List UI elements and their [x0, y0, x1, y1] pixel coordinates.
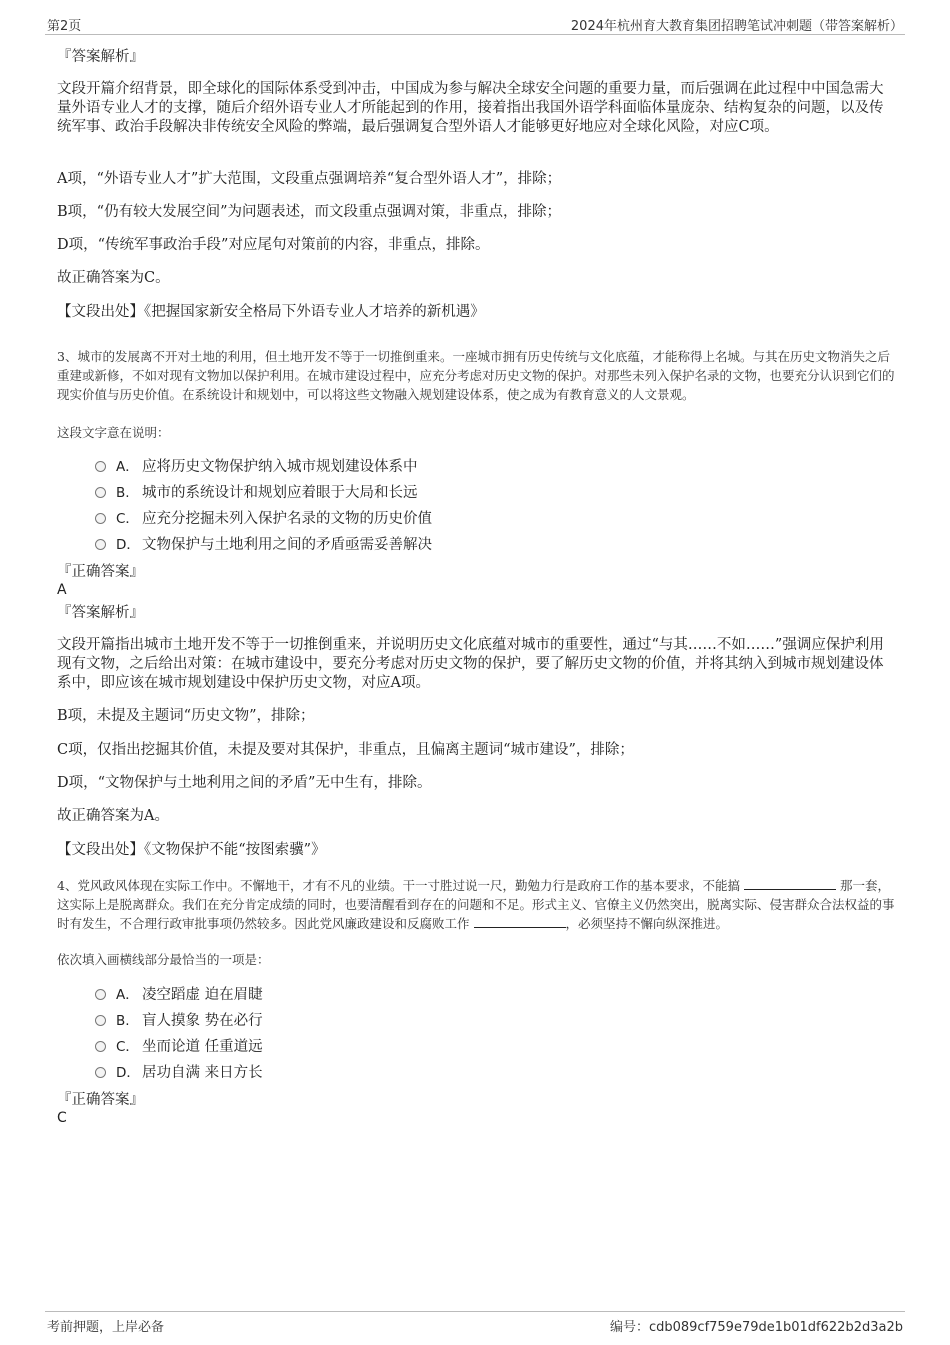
correct-answer-label: 『正确答案』: [57, 564, 144, 580]
option-a[interactable]: A． 应将历史文物保护纳入城市规划建设体系中: [95, 457, 418, 477]
radio-icon[interactable]: [95, 539, 106, 550]
option-d[interactable]: D． 文物保护与土地利用之间的矛盾亟需妥善解决: [95, 535, 432, 555]
correct-answer-label: 『正确答案』: [57, 1092, 144, 1108]
footer-slogan: 考前押题，上岸必备: [47, 1320, 165, 1335]
fill-blank-1: [744, 877, 836, 890]
radio-icon[interactable]: [95, 989, 106, 1000]
option-b[interactable]: B. 盲人摸象 势在必行: [95, 1011, 263, 1031]
question-stem: 3、城市的发展离不开对土地的利用，但土地开发不等于一切推倒重来。一座城市拥有历史传统与文化底蕴，才能称得上名城。与其在历史文物消失之后重建或新修，不如对现有文物加以保护利用。在城市建设过程中，应充分考虑对历史文物的保护。对那些未列入保护名录的文物，也要充分认识到它们的现实价值与历史价值。在系统设计和规划中，可以将这些文物融入规划建设体系，使之成为有教育意义的人文景观。: [57, 349, 895, 402]
option-note-a: A项，“外语专业人才”扩大范围，文段重点强调培养“复合型外语人才”，排除；: [57, 171, 562, 187]
option-note-c: C项，仅指出挖掘其价值，未提及要对其保护，非重点，且偏离主题词“城市建设”，排除；: [57, 742, 634, 758]
option-note-b: B项，“仍有较大发展空间”为问题表述，而文段重点强调对策，非重点，排除；: [57, 204, 561, 220]
page-header: [45, 12, 905, 35]
radio-icon[interactable]: [95, 461, 106, 472]
document-id: 编号：cdb089cf759e79de1b01df622b2d3a2b: [609, 1320, 903, 1335]
analysis-text: 文段开篇指出城市土地开发不等于一切推倒重来，并说明历史文化底蕴对城市的重要性，通过“与其……不如……”强调应保护利用现有文物，之后给出对策：在城市建设中，要充分考虑对历史文物的保护，要了解历史文物的价值，并将其纳入到城市规划建设体系中，即应该在城市规划建设中保护历史文物，对应A项。: [57, 637, 884, 691]
page-footer: [45, 1311, 905, 1340]
option-a[interactable]: A． 凌空蹈虚 迫在眉睫: [95, 985, 263, 1005]
answer-conclusion: 故正确答案为A。: [57, 808, 169, 824]
question-prompt: 依次填入画横线部分最恰当的一项是：: [57, 952, 270, 967]
radio-icon[interactable]: [95, 1067, 106, 1078]
radio-icon[interactable]: [95, 1041, 106, 1052]
document-title: 2024年杭州育大教育集团招聘笔试冲刺题（带答案解析）: [570, 19, 903, 34]
analysis-label: 『答案解析』: [57, 605, 144, 621]
source-citation: 【文段出处】《把握国家新安全格局下外语专业人才培养的新机遇》: [57, 304, 485, 320]
option-note-d: D项，“传统军事政治手段”对应尾句对策前的内容，非重点，排除。: [57, 237, 490, 253]
option-note-b: B项，未提及主题词“历史文物”，排除；: [57, 708, 315, 724]
question-stem: 4、党风政风体现在实际工作中。不懈地干，才有不凡的业绩。干一寸胜过说一尺，勤勉力行是政府工作的基本要求，不能搞 那一套，这实际上是脱离群众。我们在充分肯定成绩的同时，也要清醒看到存在的问题和不足。形式主义、官僚主义仍然突出，脱离实际、侵害群众合法权益的事时有发生，不合理行政审批事项仍然较多。因此党风廉政建设和反腐败工作 ，必须坚持不懈向纵深推进。: [57, 878, 895, 931]
fill-blank-2: [474, 915, 566, 928]
option-d[interactable]: D． 居功自满 来日方长: [95, 1063, 263, 1083]
radio-icon[interactable]: [95, 513, 106, 524]
option-note-d: D项，“文物保护与土地利用之间的矛盾”无中生有，排除。: [57, 775, 432, 791]
page-number: 第2页: [47, 19, 82, 34]
option-c[interactable]: C． 坐而论道 任重道远: [95, 1037, 263, 1057]
correct-answer: C: [57, 1110, 67, 1126]
radio-icon[interactable]: [95, 1015, 106, 1026]
analysis-text: 文段开篇介绍背景，即全球化的国际体系受到冲击，中国成为参与解决全球安全问题的重要力量，而后强调在此过程中中国急需大量外语专业人才的支撑，随后介绍外语专业人才所能起到的作用，接着指出我国外语学科面临体量庞杂、结构复杂的问题，以及传统军事、政治手段解决非传统安全风险的弊端，最后强调复合型外语人才能够更好地应对全球化风险，对应C项。: [57, 81, 884, 135]
question-prompt: 这段文字意在说明：: [57, 425, 170, 440]
source-citation: 【文段出处】《文物保护不能“按图索骥”》: [57, 842, 326, 858]
analysis-label: 『答案解析』: [57, 49, 144, 65]
option-c[interactable]: C． 应充分挖掘未列入保护名录的文物的历史价值: [95, 509, 432, 529]
answer-conclusion: 故正确答案为C。: [57, 270, 170, 286]
correct-answer: A: [57, 582, 67, 598]
radio-icon[interactable]: [95, 487, 106, 498]
option-b[interactable]: B. 城市的系统设计和规划应着眼于大局和长远: [95, 483, 418, 503]
